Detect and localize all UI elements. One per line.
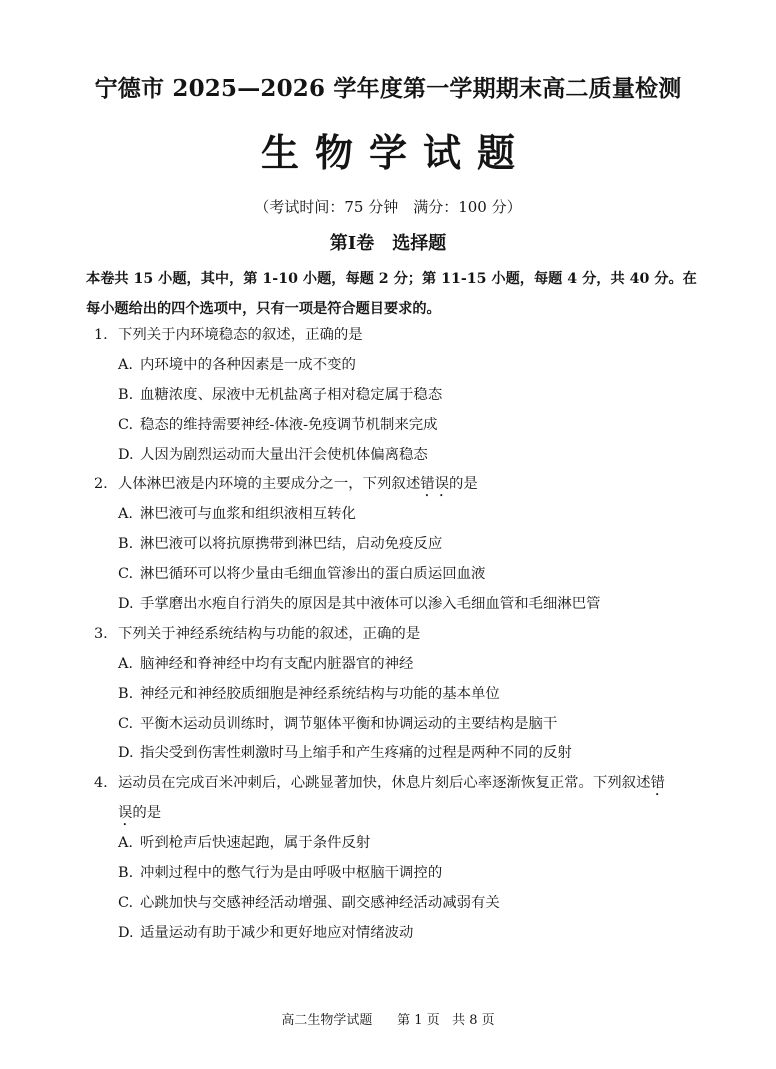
option-text: 人因为剧烈运动而大量出汗会使机体偏离稳态 — [140, 446, 428, 463]
emphasis-text: 错 — [650, 775, 665, 792]
option-c — [94, 411, 714, 441]
exam-title: 宁德市 2025—2026 学年度第一学期期末高二质量检测 — [94, 75, 682, 102]
question-text-end: 的是 — [132, 805, 162, 822]
footer-subject: 高二生物学试题 — [281, 1013, 373, 1028]
option-text: 手掌磨出水疱自行消失的原因是其中液体可以渗入毛细血管和毛细淋巴管 — [140, 596, 601, 613]
option-text: 淋巴液可与血浆和组织液相互转化 — [140, 506, 356, 523]
question-stem — [94, 321, 714, 351]
option-c — [94, 889, 714, 919]
option-label: B. — [118, 536, 134, 553]
question-text: 人体淋巴液是内环境的主要成分之一，下列叙述 — [118, 476, 421, 493]
option-text: 指尖受到伤害性刺激时马上缩手和产生疼痛的过程是两种不同的反射 — [140, 745, 572, 762]
option-text: 平衡木运动员训练时，调节躯体平衡和协调运动的主要结构是脑干 — [140, 715, 558, 732]
option-d — [94, 919, 714, 949]
footer-total-pages: 共 8 页 — [452, 1013, 495, 1028]
option-text: 淋巴液可以将抗原携带到淋巴结，启动免疫反应 — [140, 536, 443, 553]
option-label: A. — [118, 506, 133, 523]
question-number: 4. — [94, 775, 108, 792]
question-number: 2. — [94, 476, 108, 493]
option-d — [94, 590, 714, 620]
option-a — [94, 829, 714, 859]
option-label: C. — [118, 894, 134, 911]
option-label: C. — [118, 715, 134, 732]
option-text: 神经元和神经胶质细胞是神经系统结构与功能的基本单位 — [140, 685, 500, 702]
option-label: A. — [118, 655, 133, 672]
option-a — [94, 351, 714, 381]
emphasis-text: 错误 — [420, 476, 450, 493]
option-label: D. — [118, 446, 134, 463]
question-text: 运动员在完成百米冲刺后，心跳显著加快，休息片刻后心率逐渐恢复正常。下列叙述 — [118, 775, 651, 792]
question-stem-continued — [94, 799, 714, 829]
footer-page-number: 第 1 页 — [397, 1013, 440, 1028]
option-label: C. — [118, 416, 134, 433]
option-a — [94, 650, 714, 680]
option-label: B. — [118, 386, 134, 403]
option-text: 稳态的维持需要神经-体液-免疫调节机制来完成 — [140, 416, 438, 433]
option-c — [94, 560, 714, 590]
option-b — [94, 859, 714, 889]
option-c — [94, 710, 714, 740]
question-1 — [94, 321, 714, 470]
question-2 — [94, 470, 714, 619]
option-text: 冲刺过程中的憋气行为是由呼吸中枢脑干调控的 — [140, 865, 443, 882]
instructions: 本卷共 15 小题，其中，第 1-10 小题，每题 2 分；第 11-15 小题，每题 4 分，共 40 分。在每小题给出的四个选项中，只有一项是符合题目要求的。 — [86, 271, 697, 317]
page-footer — [0, 1009, 776, 1028]
question-text-end: 的是 — [449, 476, 478, 493]
question-number: 3. — [94, 625, 108, 642]
option-text: 脑神经和脊神经中均有支配内脏器官的神经 — [140, 655, 414, 672]
emphasis-text: 误 — [118, 805, 133, 822]
question-number: 1. — [94, 327, 108, 343]
option-label: A. — [118, 356, 133, 373]
question-list — [94, 321, 714, 949]
option-d — [94, 739, 714, 769]
question-stem — [94, 470, 714, 500]
option-b — [94, 530, 714, 560]
option-label: A. — [118, 835, 133, 852]
option-b — [94, 680, 714, 710]
question-text: 下列关于神经系统结构与功能的叙述，正确的是 — [118, 625, 421, 642]
exam-info: （考试时间：75 分钟 满分：100 分） — [254, 198, 522, 216]
option-label: B. — [118, 865, 134, 882]
section-title: 第Ⅰ卷 选择题 — [329, 233, 447, 254]
subject-title: 生物学试题 — [260, 130, 531, 175]
option-label: D. — [118, 596, 134, 613]
option-text: 内环境中的各种因素是一成不变的 — [140, 356, 356, 373]
question-stem — [94, 620, 714, 650]
option-a — [94, 500, 714, 530]
option-text: 心跳加快与交感神经活动增强、副交感神经活动减弱有关 — [140, 894, 500, 911]
option-label: D. — [118, 924, 134, 941]
question-4 — [94, 769, 714, 948]
option-d — [94, 441, 714, 471]
option-b — [94, 381, 714, 411]
option-text: 适量运动有助于减少和更好地应对情绪波动 — [140, 924, 414, 941]
question-stem — [94, 769, 714, 799]
option-label: D. — [118, 745, 134, 762]
option-label: C. — [118, 566, 134, 583]
option-label: B. — [118, 685, 134, 702]
option-text: 淋巴循环可以将少量由毛细血管渗出的蛋白质运回血液 — [140, 566, 486, 583]
option-text: 血糖浓度、尿液中无机盐离子相对稳定属于稳态 — [140, 386, 443, 403]
option-text: 听到枪声后快速起跑，属于条件反射 — [140, 835, 371, 852]
question-text: 下列关于内环境稳态的叙述，正确的是 — [118, 327, 363, 343]
question-3 — [94, 620, 714, 769]
